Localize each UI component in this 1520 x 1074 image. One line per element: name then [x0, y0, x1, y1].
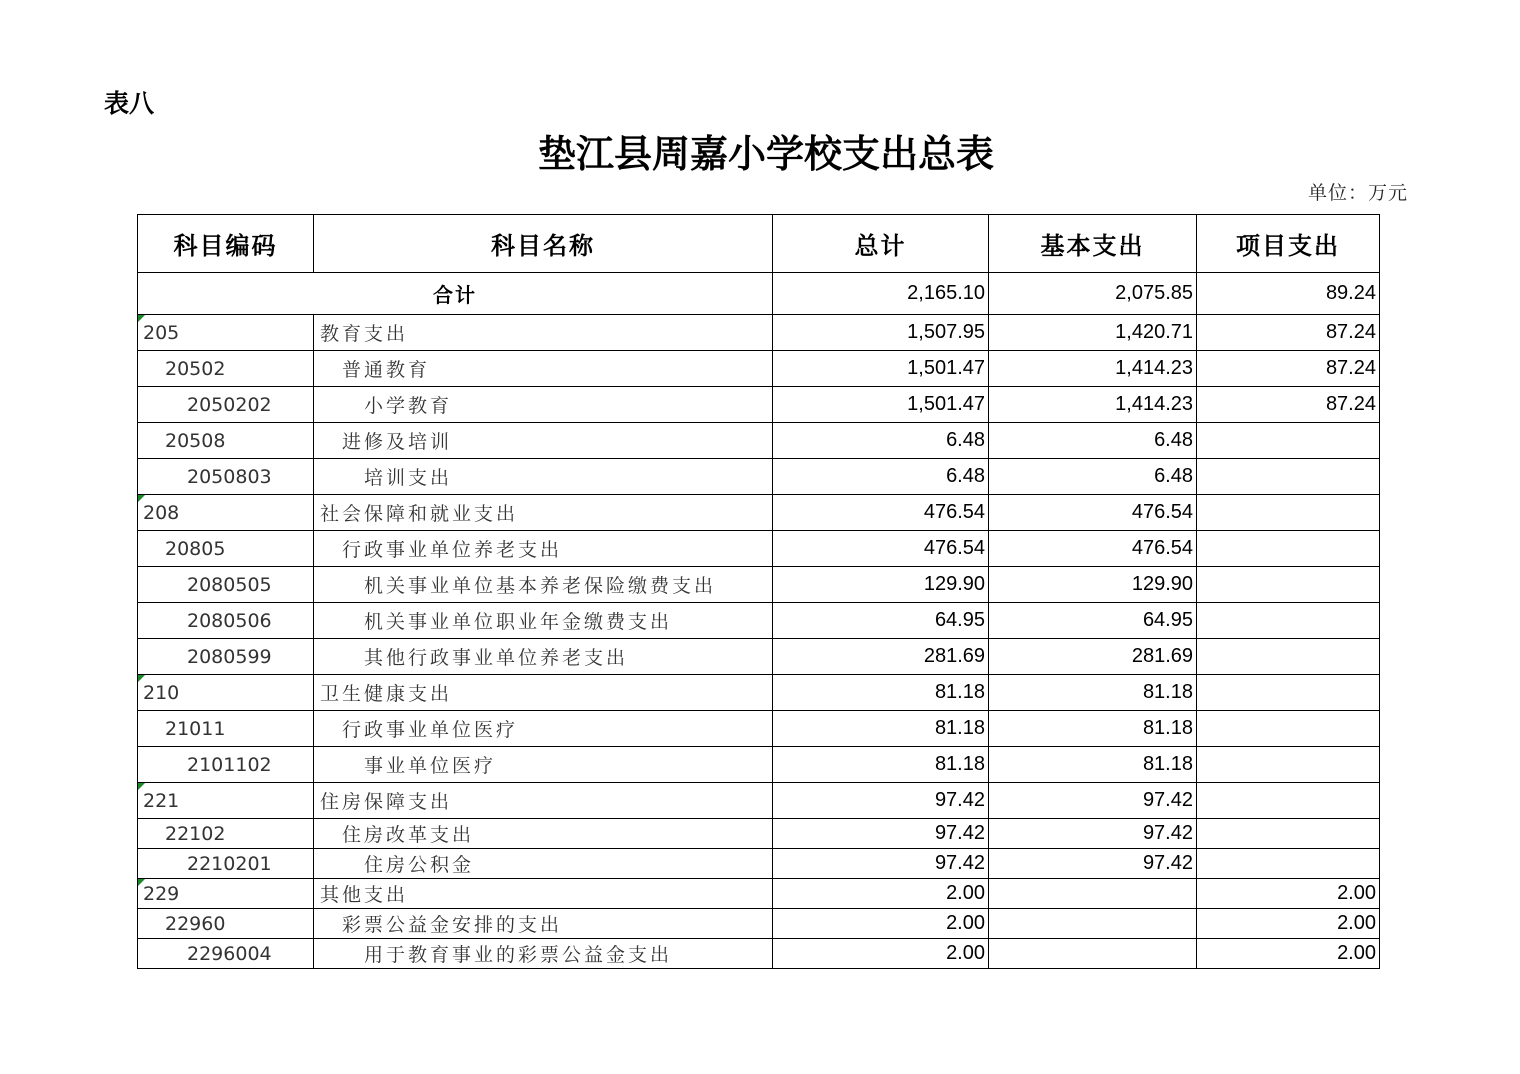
- subject-code: 2080506: [187, 609, 272, 632]
- total-value: 1,501.47: [773, 387, 989, 423]
- subject-name: 卫生健康支出: [314, 675, 773, 711]
- comment-marker-icon: [138, 879, 145, 886]
- table-row: [138, 603, 1380, 639]
- subject-code-cell: [138, 711, 314, 747]
- basic-expenditure-value: 97.42: [989, 819, 1197, 849]
- table-row: [138, 531, 1380, 567]
- basic-expenditure-value: 81.18: [989, 675, 1197, 711]
- table-row: [138, 351, 1380, 387]
- subject-code: 20502: [165, 357, 226, 380]
- total-value: 97.42: [773, 819, 989, 849]
- subject-name: 事业单位医疗: [314, 747, 773, 783]
- subject-code-cell: [138, 675, 314, 711]
- basic-expenditure-value: [989, 939, 1197, 969]
- comment-marker-icon: [138, 783, 145, 790]
- subject-name: 行政事业单位医疗: [314, 711, 773, 747]
- basic-expenditure-value: [989, 879, 1197, 909]
- table-number-label: 表八: [104, 89, 155, 118]
- subject-code-cell: [138, 849, 314, 879]
- subject-code-cell: [138, 315, 314, 351]
- basic-expenditure-value: 1,414.23: [989, 351, 1197, 387]
- basic-expenditure-value: 97.42: [989, 783, 1197, 819]
- table-row: [138, 819, 1380, 849]
- subject-code: 2050803: [187, 465, 272, 488]
- header-row: [138, 215, 1380, 273]
- total-total-value: 2,165.10: [773, 273, 989, 315]
- basic-expenditure-value: 281.69: [989, 639, 1197, 675]
- total-label: 合计: [138, 273, 773, 315]
- subject-code: 208: [143, 501, 180, 524]
- project-expenditure-value: [1197, 531, 1380, 567]
- subject-name: 机关事业单位基本养老保险缴费支出: [314, 567, 773, 603]
- subject-name: 普通教育: [314, 351, 773, 387]
- subject-code-cell: [138, 879, 314, 909]
- basic-expenditure-value: 1,414.23: [989, 387, 1197, 423]
- project-expenditure-value: 2.00: [1197, 909, 1380, 939]
- subject-name: 教育支出: [314, 315, 773, 351]
- table-row: [138, 711, 1380, 747]
- subject-code: 22960: [165, 912, 226, 935]
- subject-code-cell: [138, 603, 314, 639]
- project-expenditure-value: 2.00: [1197, 879, 1380, 909]
- table-row: [138, 849, 1380, 879]
- basic-expenditure-value: 64.95: [989, 603, 1197, 639]
- expenditure-table: [137, 214, 1380, 969]
- total-value: 281.69: [773, 639, 989, 675]
- subject-name: 住房公积金: [314, 849, 773, 879]
- basic-expenditure-value: 129.90: [989, 567, 1197, 603]
- basic-expenditure-value: 6.48: [989, 423, 1197, 459]
- header-basic-expenditure: 基本支出: [989, 215, 1197, 273]
- basic-expenditure-value: 6.48: [989, 459, 1197, 495]
- total-value: 129.90: [773, 567, 989, 603]
- subject-code-cell: [138, 909, 314, 939]
- subject-name: 进修及培训: [314, 423, 773, 459]
- table-row: [138, 675, 1380, 711]
- project-expenditure-value: [1197, 675, 1380, 711]
- project-expenditure-value: [1197, 459, 1380, 495]
- table-row: [138, 909, 1380, 939]
- subject-code: 2080599: [187, 645, 272, 668]
- project-expenditure-value: [1197, 495, 1380, 531]
- basic-expenditure-value: 81.18: [989, 711, 1197, 747]
- table-row: [138, 639, 1380, 675]
- subject-code-cell: [138, 783, 314, 819]
- header-total: 总计: [773, 215, 989, 273]
- subject-name: 彩票公益金安排的支出: [314, 909, 773, 939]
- table-row: [138, 387, 1380, 423]
- page-title: 垫江县周嘉小学校支出总表: [537, 131, 994, 176]
- project-expenditure-value: [1197, 603, 1380, 639]
- table-row: [138, 567, 1380, 603]
- total-value: 81.18: [773, 711, 989, 747]
- basic-expenditure-value: 1,420.71: [989, 315, 1197, 351]
- comment-marker-icon: [138, 315, 145, 322]
- subject-code: 2101102: [187, 753, 272, 776]
- subject-name: 行政事业单位养老支出: [314, 531, 773, 567]
- project-expenditure-value: [1197, 819, 1380, 849]
- total-value: 2.00: [773, 909, 989, 939]
- subject-name: 其他行政事业单位养老支出: [314, 639, 773, 675]
- subject-code: 2050202: [187, 393, 272, 416]
- project-expenditure-value: 87.24: [1197, 315, 1380, 351]
- subject-code-cell: [138, 495, 314, 531]
- subject-code-cell: [138, 387, 314, 423]
- table-row: [138, 315, 1380, 351]
- table-row: [138, 939, 1380, 969]
- table-row: [138, 495, 1380, 531]
- basic-expenditure-value: 476.54: [989, 495, 1197, 531]
- subject-name: 小学教育: [314, 387, 773, 423]
- project-expenditure-value: 2.00: [1197, 939, 1380, 969]
- total-value: 476.54: [773, 495, 989, 531]
- subject-code: 20805: [165, 537, 226, 560]
- subject-code: 210: [143, 681, 180, 704]
- header-subject-name: 科目名称: [314, 215, 773, 273]
- project-expenditure-value: [1197, 849, 1380, 879]
- comment-marker-icon: [138, 675, 145, 682]
- subject-name: 住房保障支出: [314, 783, 773, 819]
- subject-code-cell: [138, 747, 314, 783]
- project-expenditure-value: [1197, 711, 1380, 747]
- header-subject-code: 科目编码: [138, 215, 314, 273]
- subject-code-cell: [138, 819, 314, 849]
- subject-code-cell: [138, 531, 314, 567]
- project-expenditure-value: [1197, 567, 1380, 603]
- subject-name: 用于教育事业的彩票公益金支出: [314, 939, 773, 969]
- total-project-value: 89.24: [1197, 273, 1380, 315]
- basic-expenditure-value: 97.42: [989, 849, 1197, 879]
- subject-name: 其他支出: [314, 879, 773, 909]
- total-value: 64.95: [773, 603, 989, 639]
- subject-code-cell: [138, 351, 314, 387]
- subject-name: 住房改革支出: [314, 819, 773, 849]
- subject-name: 社会保障和就业支出: [314, 495, 773, 531]
- total-value: 6.48: [773, 459, 989, 495]
- subject-code: 2296004: [187, 942, 272, 965]
- subject-name: 机关事业单位职业年金缴费支出: [314, 603, 773, 639]
- subject-code: 2210201: [187, 852, 272, 875]
- subject-code: 20508: [165, 429, 226, 452]
- subject-code-cell: [138, 639, 314, 675]
- project-expenditure-value: [1197, 747, 1380, 783]
- comment-marker-icon: [138, 495, 145, 502]
- total-value: 97.42: [773, 849, 989, 879]
- basic-expenditure-value: 81.18: [989, 747, 1197, 783]
- total-value: 97.42: [773, 783, 989, 819]
- table-row: [138, 783, 1380, 819]
- subject-code-cell: [138, 567, 314, 603]
- subject-code: 221: [143, 789, 180, 812]
- subject-code-cell: [138, 423, 314, 459]
- project-expenditure-value: [1197, 783, 1380, 819]
- subject-code-cell: [138, 939, 314, 969]
- subject-code: 205: [143, 321, 180, 344]
- header-project-expenditure: 项目支出: [1197, 215, 1380, 273]
- unit-note: 单位：万元: [1307, 182, 1408, 204]
- total-row: [138, 273, 1380, 315]
- subject-name: 培训支出: [314, 459, 773, 495]
- total-value: 81.18: [773, 675, 989, 711]
- subject-code: 21011: [165, 717, 226, 740]
- project-expenditure-value: [1197, 639, 1380, 675]
- subject-code: 229: [143, 882, 180, 905]
- table-row: [138, 747, 1380, 783]
- subject-code-cell: [138, 459, 314, 495]
- total-value: 81.18: [773, 747, 989, 783]
- basic-expenditure-value: [989, 909, 1197, 939]
- basic-expenditure-value: 476.54: [989, 531, 1197, 567]
- total-basic-value: 2,075.85: [989, 273, 1197, 315]
- table-row: [138, 879, 1380, 909]
- total-value: 2.00: [773, 879, 989, 909]
- project-expenditure-value: [1197, 423, 1380, 459]
- total-value: 2.00: [773, 939, 989, 969]
- project-expenditure-value: 87.24: [1197, 387, 1380, 423]
- total-value: 1,507.95: [773, 315, 989, 351]
- table-row: [138, 459, 1380, 495]
- total-value: 6.48: [773, 423, 989, 459]
- total-value: 1,501.47: [773, 351, 989, 387]
- project-expenditure-value: 87.24: [1197, 351, 1380, 387]
- subject-code: 22102: [165, 822, 226, 845]
- subject-code: 2080505: [187, 573, 272, 596]
- table-row: [138, 423, 1380, 459]
- total-value: 476.54: [773, 531, 989, 567]
